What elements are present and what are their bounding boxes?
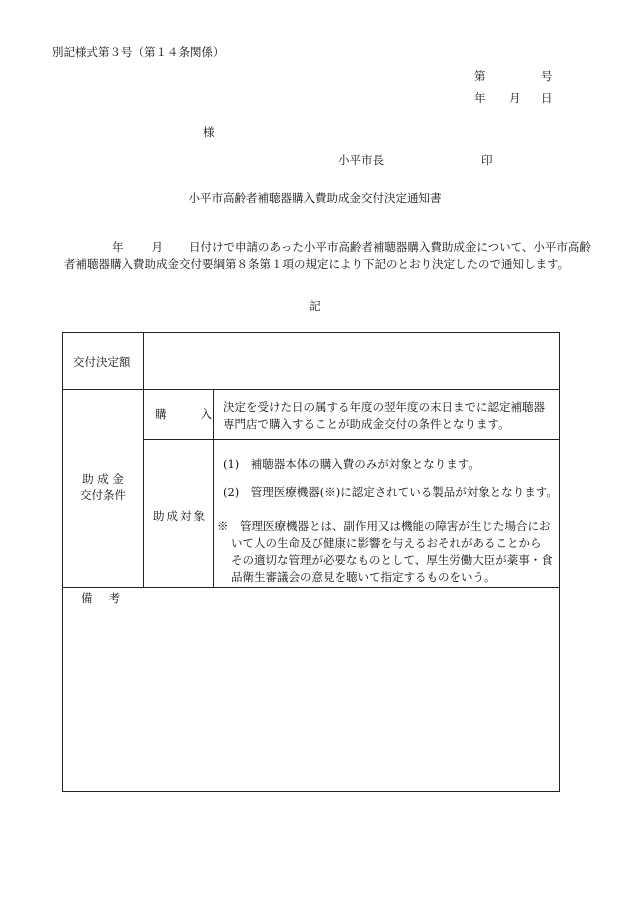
purchase-label [155,407,212,422]
body-line-2: 者補聴器購入費助成金交付要綱第８条第１項の規定により下記のとおり決定したので通知します。 [64,257,570,271]
notation-heading: 記 [309,299,321,313]
body-year: 年 [112,240,124,254]
body-text [64,239,591,273]
document-title: 小平市高齢者補聴器購入費助成金交付決定通知書 [188,191,442,205]
column-divider-2 [213,389,214,587]
remarks-label-b: 考 [108,591,120,605]
body-line-1-rest: 日付けで申請のあった小平市高齢者補聴器購入費助成金について、小平市高齢 [189,240,591,254]
form-number: 別記様式第３号（第１４条関係） [52,45,225,59]
addressee-suffix: 様 [203,125,215,139]
amount-label: 交付決定額 [73,355,131,369]
conditions-label-line-2: 交付条件 [80,488,126,502]
purchase-label-a: 購 [155,407,167,421]
subject-item-2: (2) 管理医療機器(※)に認定されている製品が対象となります。 [223,485,558,499]
note-line-2: いて人の生命及び健康に影響を与えるおそれがあることから [231,536,542,550]
column-divider-1 [143,333,144,587]
remarks-label [81,591,120,606]
conditions-label-line-1: 助 成 金 [82,472,124,486]
row-divider-purchase [143,439,560,440]
purchase-text-line-2: 専門店で購入することが助成金交付の条件となります。 [223,417,510,431]
subject-note [217,518,559,586]
note-line-3: その適切な管理が必要なものとして、厚生労働大臣が薬事・食 [231,553,553,567]
row-divider-amount [63,389,560,390]
decision-table [62,332,560,792]
date-month-label: 月 [509,91,521,105]
document-number-label: 第 [474,69,486,83]
subject-label: 助成対象 [153,509,207,523]
purchase-condition-text [223,399,545,433]
remarks-label-a: 備 [81,591,93,605]
note-line-1: ※ 管理医療機器とは、副作用又は機能の障害が生じた場合にお [217,519,551,533]
body-month: 月 [151,240,163,254]
subject-item-1: (1) 補聴器本体の購入費のみが対象となります。 [223,457,480,471]
purchase-label-b: 入 [200,407,212,421]
note-line-4: 品衛生審議会の意見を聴いて指定するものをいう。 [231,570,496,584]
purchase-text-line-1: 決定を受けた日の属する年度の翌年度の末日までに認定補聴器 [223,400,545,414]
date-day-label: 日 [541,91,553,105]
date-year-label: 年 [474,91,486,105]
document-number-suffix: 号 [541,69,553,83]
seal-label: 印 [481,153,493,167]
body-line-1 [64,239,591,256]
row-divider-conditions [63,587,560,588]
conditions-label [63,471,143,503]
sender-name: 小平市長 [338,153,384,167]
